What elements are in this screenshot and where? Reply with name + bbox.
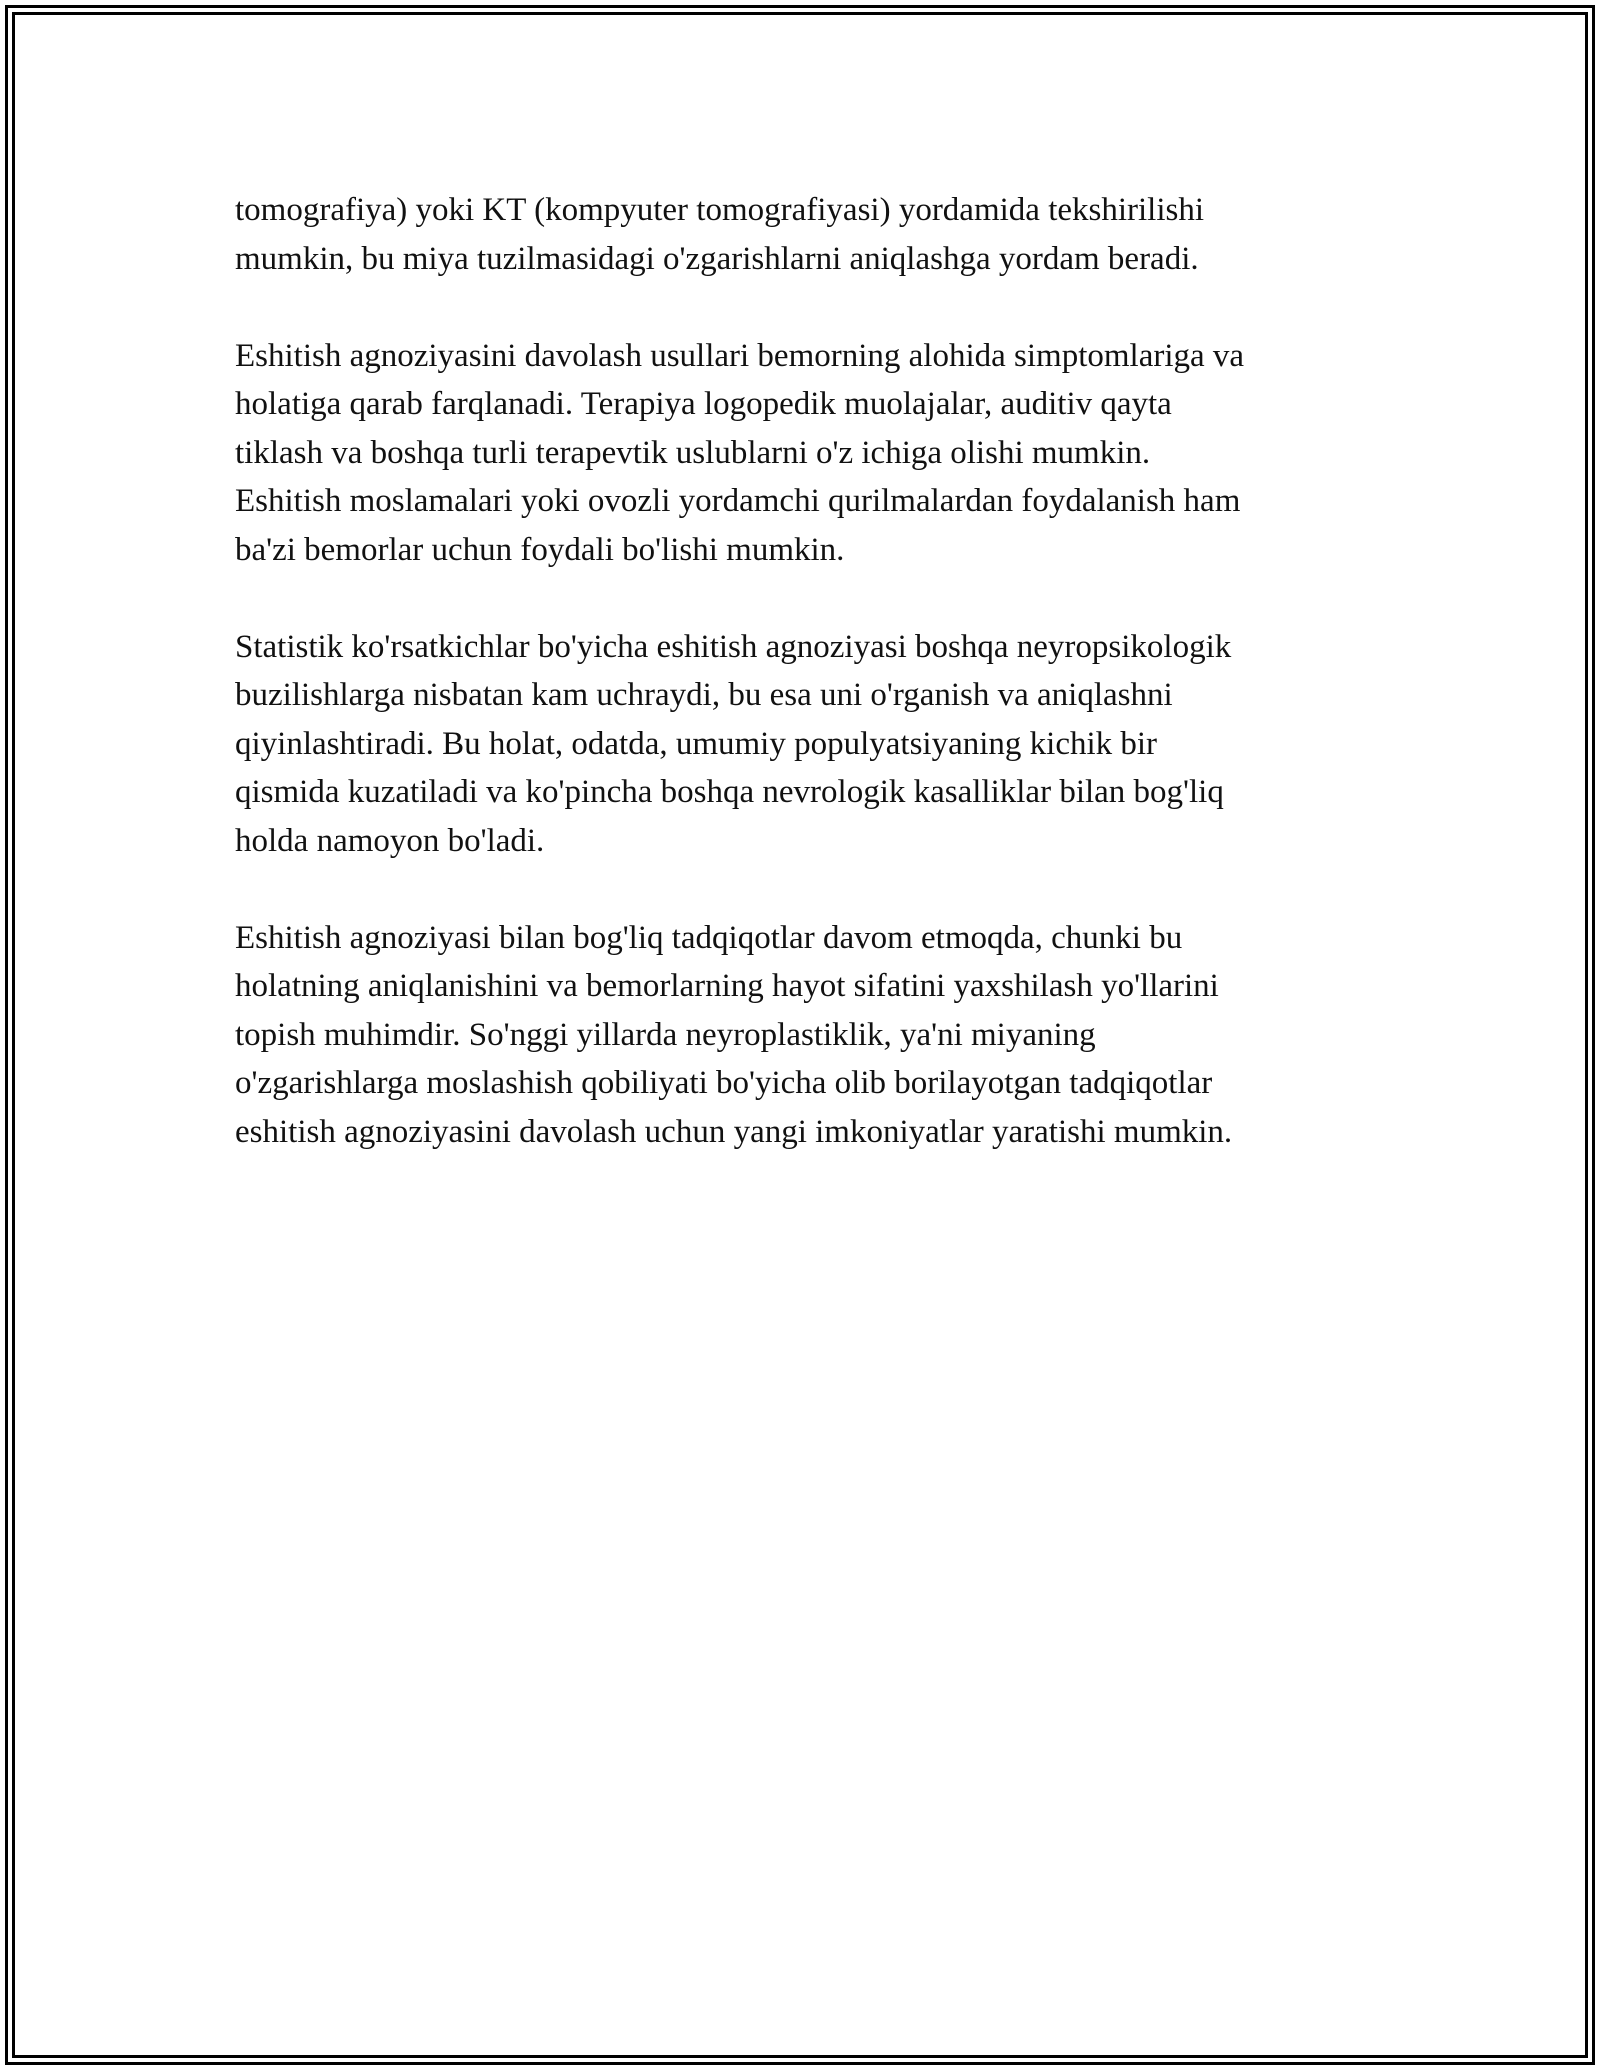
text-line: tiklash va boshqa turli terapevtik uslublarni o'z ichiga olishi mumkin. xyxy=(235,434,1151,471)
text-line: mumkin, bu miya tuzilmasidagi o'zgarishlarni aniqlashga yordam beradi. xyxy=(235,240,1199,277)
paragraph-research xyxy=(235,914,1375,1157)
text-line: Eshitish agnoziyasi bilan bog'liq tadqiqotlar davom etmoqda, chunki bu xyxy=(235,919,1183,956)
text-line: o'zgarishlarga moslashish qobiliyati bo'yicha olib borilayotgan tadqiqotlar xyxy=(235,1065,1213,1101)
text-line: qiyinlashtiradi. Bu holat, odatda, umumiy populyatsiyaning kichik bir xyxy=(235,725,1158,762)
text-line: Eshitish agnoziyasini davolash usullari bemorning alohida simptomlariga va xyxy=(235,337,1245,374)
document-body xyxy=(235,186,1375,1205)
text-line: Statistik ko'rsatkichlar bo'yicha eshitish agnoziyasi boshqa neyropsikologik xyxy=(235,628,1232,665)
paragraph-treatment xyxy=(235,332,1375,575)
text-line: buzilishlarga nisbatan kam uchraydi, bu esa uni o'rganish va aniqlashni xyxy=(235,677,1173,713)
text-line: Eshitish moslamalari yoki ovozli yordamchi qurilmalardan foydalanish ham xyxy=(235,483,1241,519)
paragraph-statistics xyxy=(235,623,1375,866)
text-line: topish muhimdir. So'nggi yillarda neyroplastiklik, ya'ni miyaning xyxy=(235,1016,1096,1053)
text-line: holatning aniqlanishini va bemorlarning hayot sifatini yaxshilash yo'llarini xyxy=(235,968,1219,1004)
text-line: holatiga qarab farqlanadi. Terapiya logopedik muolajalar, auditiv qayta xyxy=(235,386,1172,422)
text-line: ba'zi bemorlar uchun foydali bo'lishi mumkin. xyxy=(235,531,845,568)
text-line: tomografiya) yoki KT (kompyuter tomografiyasi) yordamida tekshirilishi xyxy=(235,192,1205,228)
text-line: holda namoyon bo'ladi. xyxy=(235,822,545,859)
paragraph-imaging xyxy=(235,186,1375,283)
text-line: eshitish agnoziyasini davolash uchun yangi imkoniyatlar yaratishi mumkin. xyxy=(235,1113,1233,1150)
text-line: qismida kuzatiladi va ko'pincha boshqa nevrologik kasalliklar bilan bog'liq xyxy=(235,774,1224,810)
